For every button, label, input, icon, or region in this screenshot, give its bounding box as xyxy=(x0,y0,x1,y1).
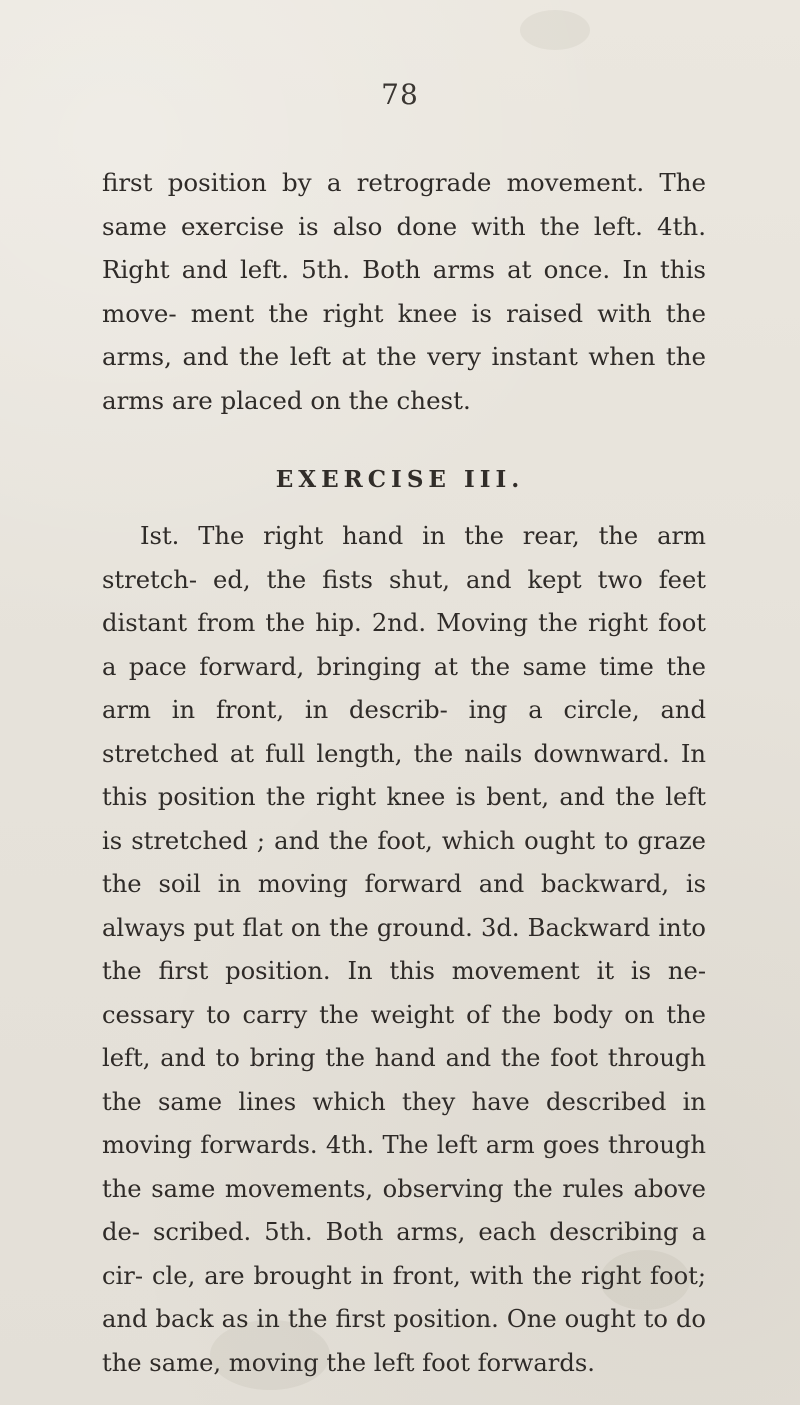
paragraph-intro: first position by a retrograde movement. The same exercise is also done with the left. 4th. Right and left. 5th. Both arms at once. In this move- ment the right knee is raised with the arms, and the left at the very instant when the arms are placed on the chest. xyxy=(102,168,706,415)
page-number: 78 xyxy=(381,78,419,111)
paragraph-exercise-iii xyxy=(102,515,706,1385)
section-heading: EXERCISE III. xyxy=(275,466,525,493)
paragraph-exercise-iii-text: Ist. The right hand in the rear, the arm stretch- ed, the fists shut, and kept two feet distant from the hip. 2nd. Moving the right foot a pace forward, bringing at the same time the arm in front, in describ- ing a circle, and stretched at full length, the nails downward. In this position the right knee is bent, and the left is stretched ; and the foot, which ought to graze the soil in moving forward and backward, is always put flat on the ground. 3d. Backward into the first position. In this movement it is ne- cessary to carry the weight of the body on the left, and to bring the hand and the foot through the same lines which they have described in moving forwards. 4th. The left arm goes through the same movements, observing the rules above de- scribed. 5th. Both arms, each describing a cir- cle, are brought in front, with the right foot; and back as in the first position. One ought to do the same, moving the left foot forwards. xyxy=(102,522,706,1377)
paper-stain xyxy=(520,10,590,50)
